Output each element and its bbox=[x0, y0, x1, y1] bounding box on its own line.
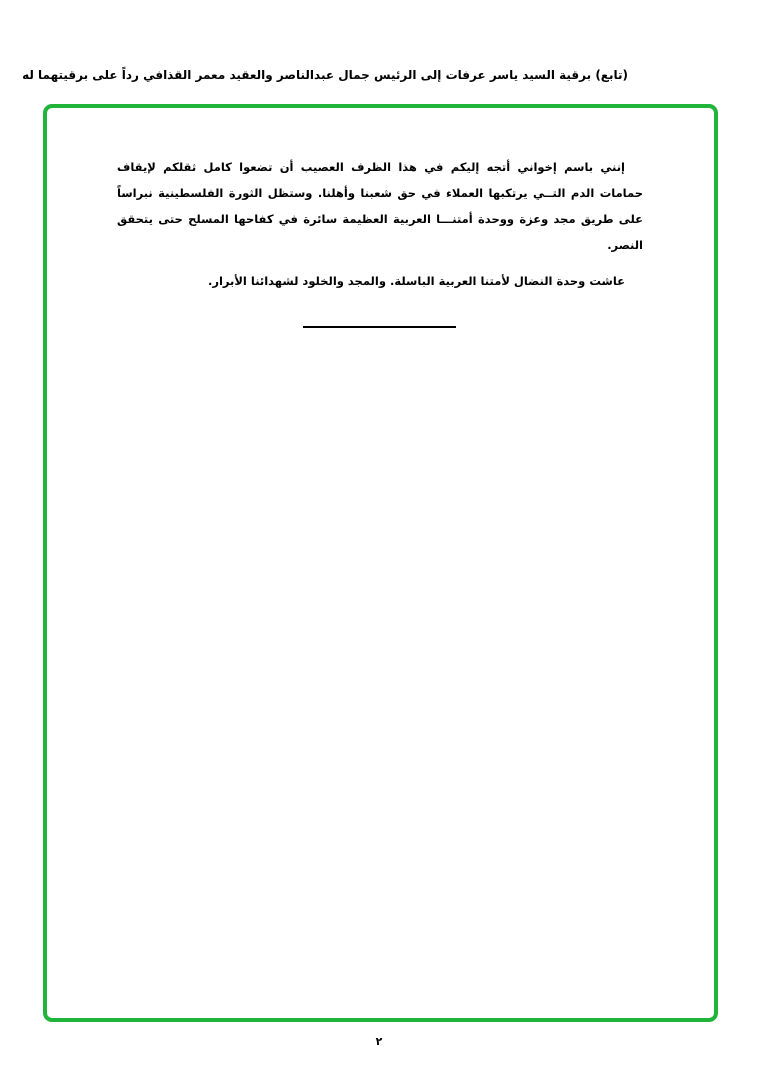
page-frame bbox=[43, 104, 718, 1022]
page-number: ٢ bbox=[375, 1035, 383, 1048]
document-body bbox=[117, 154, 643, 294]
body-paragraph-2: عاشت وحدة النضال لأمتنا العربية الباسلة. والمجد والخلود لشهدائنا الأبرار. bbox=[207, 274, 625, 288]
continuation-title: (تابع) برقية السيد ياسر عرفات إلى الرئيس جمال عبدالناصر والعقيد معمر القذافي رداً على برقيتهما له bbox=[22, 68, 628, 82]
closing-divider bbox=[303, 326, 456, 328]
body-paragraph-1: إنني باسم إخواني أتجه إليكم في هذا الظرف العصيب أن تضعوا كامل ثقلكم لإيقاف حمامات الدم التــي يرتكبها العملاء في حق شعبنا وأهلنا. وستظل الثورة الفلسطينية نبراساً على طريق مجد وعزة ووحدة أمتنـــا العربية العظيمة سائرة في كفاحها المسلح حتى يتحقق النصر. bbox=[117, 160, 643, 252]
